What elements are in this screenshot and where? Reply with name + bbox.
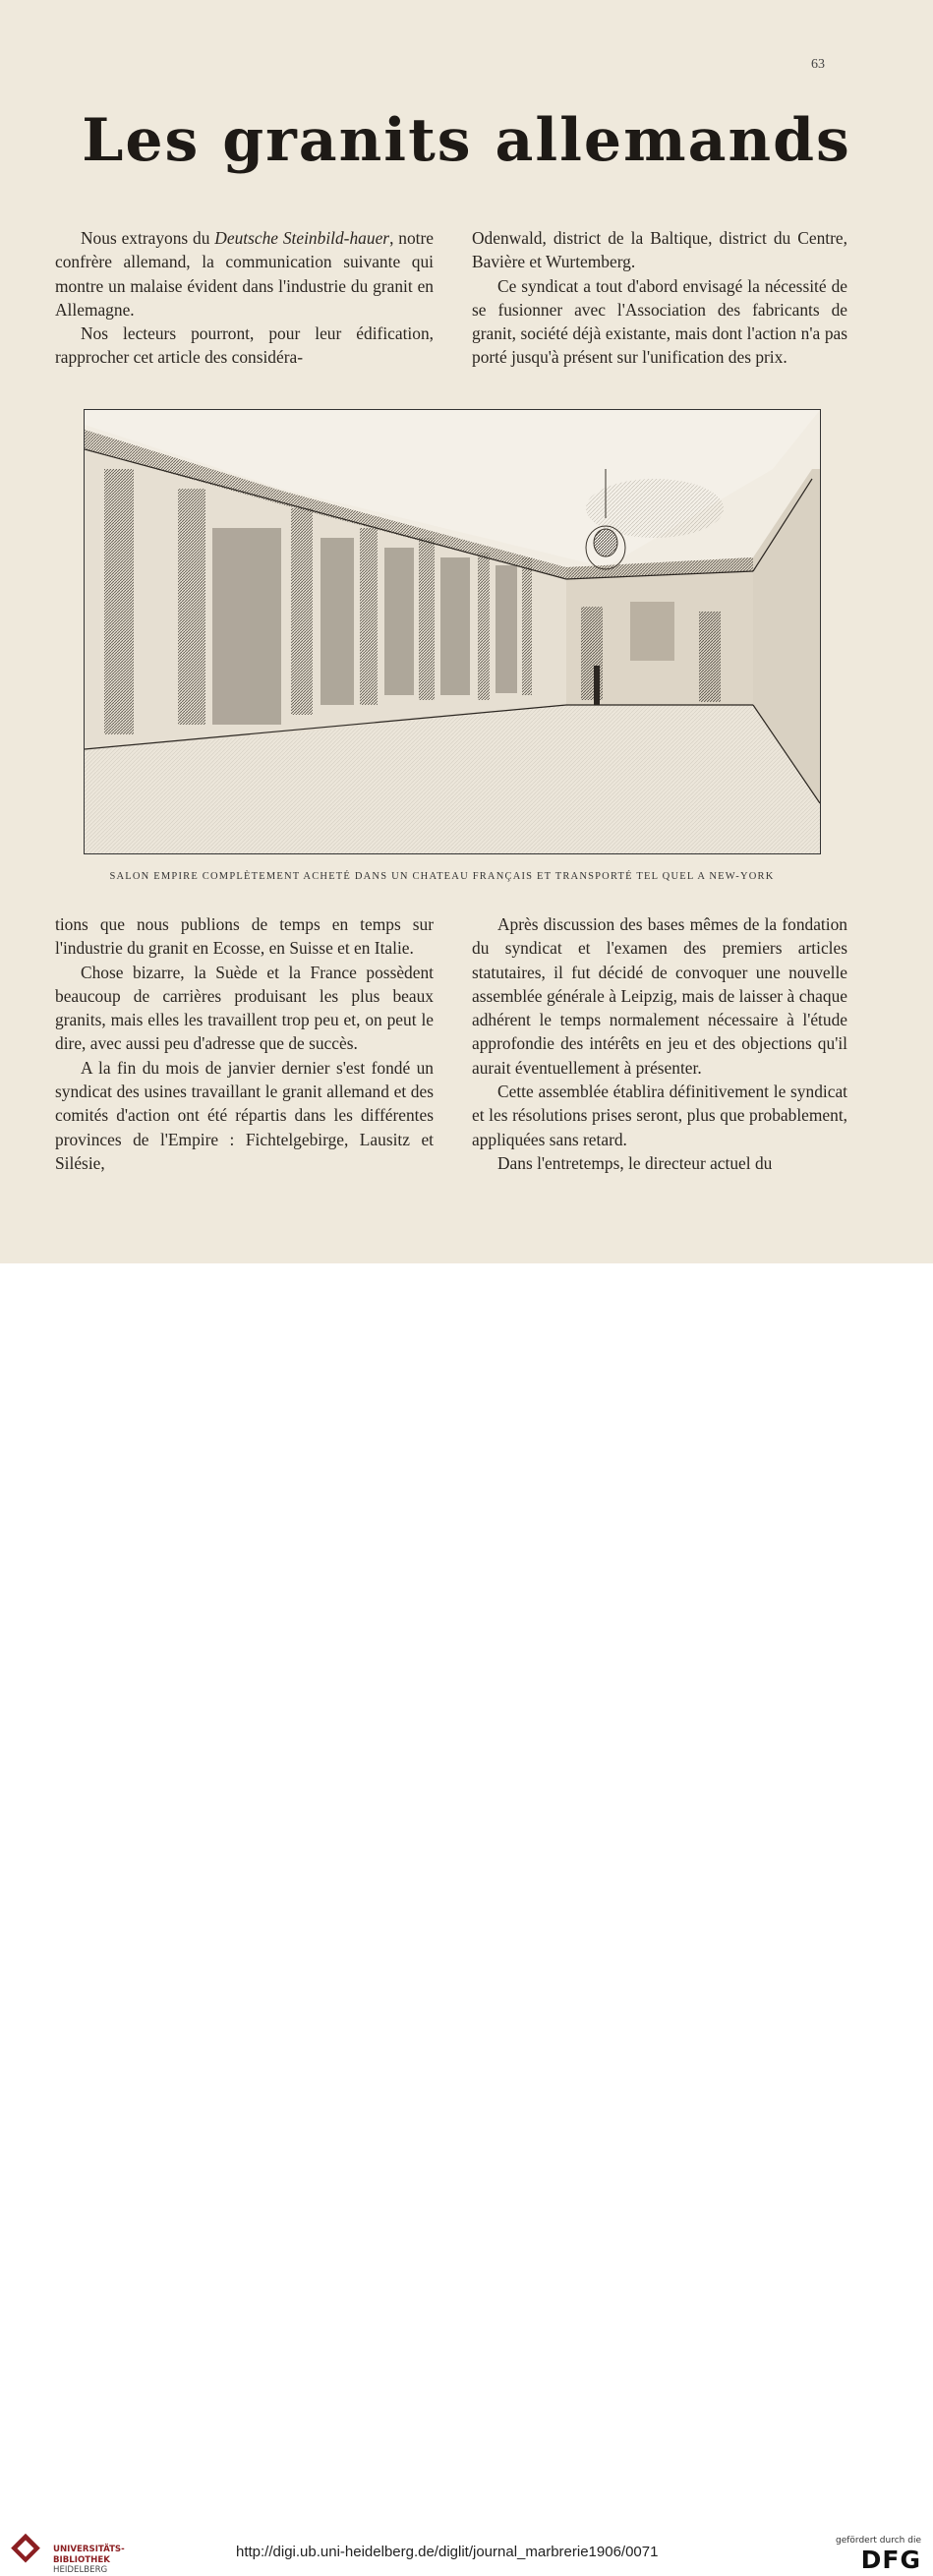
paragraph: tions que nous publions de temps en temps sur l'industrie du granit en Ecosse, en Suisse et en Italie. xyxy=(55,914,434,959)
salon-engraving-illustration xyxy=(84,409,821,854)
paragraph: Nos lecteurs pourront, pour leur édification, rapprocher cet article des considéra- xyxy=(55,323,434,368)
paragraph: Ce syndicat a tout d'abord envisagé la nécessité de se fusionner avec l'Association des fabricants de granit, société déjà existante, mais dont l'action n'a pas porté jusqu'à présent sur l'unification des prix. xyxy=(472,275,847,368)
funded-by-label: gefördert durch die xyxy=(836,2536,921,2546)
paragraph: Chose bizarre, la Suède et la France possèdent beaucoup de carrières produisant les plus beaux granits, mais elles les travaillent trop peu et, on peut le dire, avec aussi peu d'adresse que de succès. xyxy=(55,962,434,1054)
paragraph: Cette assemblée établira définitivement le syndicat et les résolutions prises seront, plus que probablement, appliquées sans retard. xyxy=(472,1082,847,1149)
paragraph: Après discussion des bases mêmes de la fondation du syndicat et l'examen des premiers articles statutaires, il fut décidé de convoquer une nouvelle assemblée générale à Leipzig, mais de laisser à chaque adhérent le temps normalement nécessaire à l'étude approfondie des intérêts en jeu et des objections qu'il aurait éventuellement à présenter. xyxy=(472,914,847,1078)
page-number: 63 xyxy=(811,57,825,72)
salon-drawing xyxy=(85,410,820,853)
text-column-top-right xyxy=(472,226,847,370)
dfg-logo: DFG xyxy=(860,2546,921,2574)
text-column-top-left xyxy=(55,226,434,370)
page-title: Les granits allemands xyxy=(82,106,851,175)
viewer-footer xyxy=(0,1263,933,2575)
figure-caption: SALON EMPIRE COMPLÈTEMENT ACHETÉ DANS UN CHATEAU FRANÇAIS ET TRANSPORTÉ TEL QUEL A NEW-YORK xyxy=(109,871,775,882)
publication-title: Deutsche Steinbild-hauer xyxy=(214,228,390,248)
permalink[interactable]: http://digi.ub.uni-heidelberg.de/diglit/journal_marbrerie1906/0071 xyxy=(236,2544,659,2560)
paragraph: Odenwald, district de la Baltique, district du Centre, Bavière et Wurtemberg. xyxy=(472,228,847,272)
text-column-bottom-right xyxy=(472,912,847,1175)
university-library-logo-icon xyxy=(10,2533,53,2564)
scanned-page xyxy=(0,0,933,1263)
text-column-bottom-left xyxy=(55,912,434,1175)
paragraph: Dans l'entretemps, le directeur actuel du xyxy=(497,1152,773,1173)
paragraph: A la fin du mois de janvier dernier s'est fondé un syndicat des usines travaillant le granit allemand et des comités d'action ont été répartis dans les différentes provinces de l'Empire : Fichtelgebirge, Lausitz et Silésie, xyxy=(55,1057,434,1173)
institution-name: UNIVERSITÄTS- BIBLIOTHEK HEIDELBERG xyxy=(53,2545,125,2575)
paragraph: Nous extrayons du Deutsche Steinbild-hauer, notre confrère allemand, la communication suivante qui montre un malaise évident dans l'industrie du granit en Allemagne. xyxy=(55,228,434,320)
